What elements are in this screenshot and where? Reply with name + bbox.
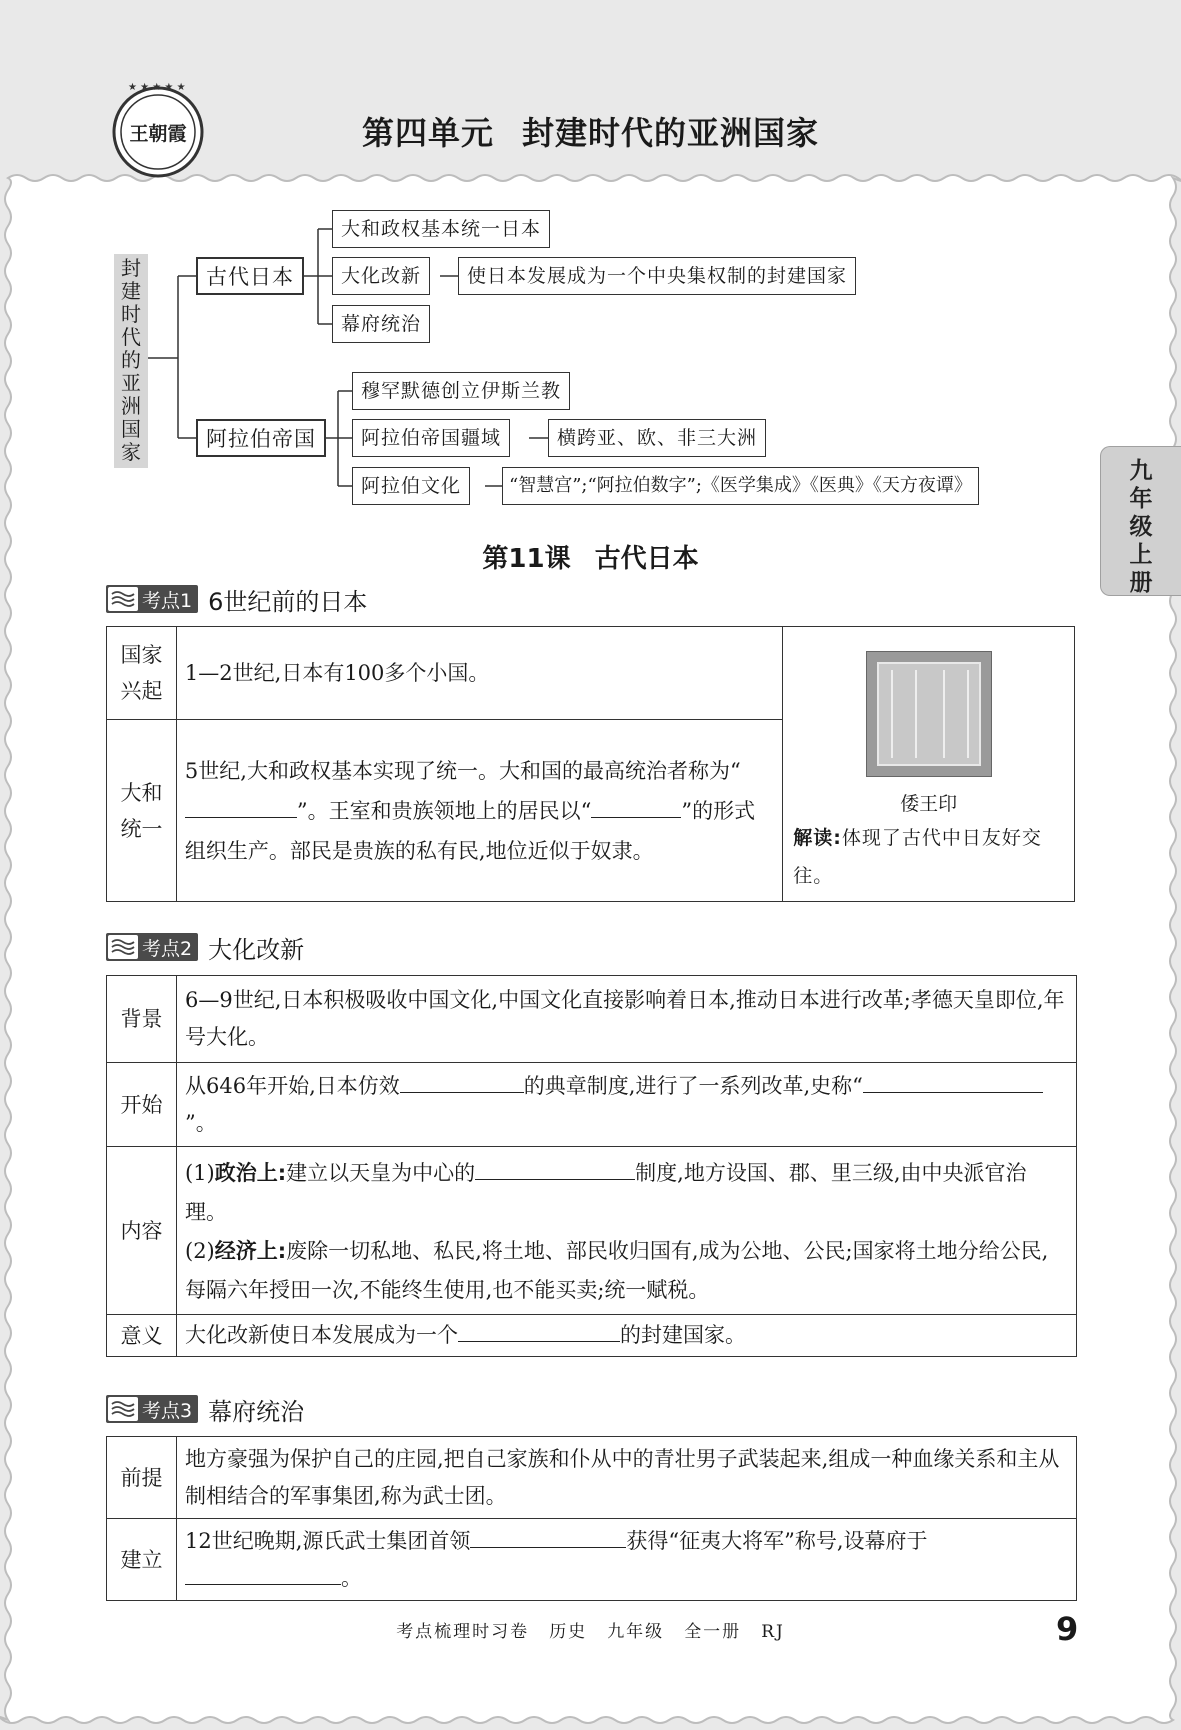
unit-label: 第四单元 <box>361 114 494 152</box>
kd2-meaning-part1: 大化改新使日本发展成为一个 <box>185 1323 458 1347</box>
lesson-name: 古代日本 <box>594 544 699 574</box>
kd2-c1-label: 政治上: <box>214 1160 287 1185</box>
kd2-badge <box>106 933 198 961</box>
kd3-est-part3: 。 <box>341 1565 362 1590</box>
kd2-c1-prefix: (1) <box>185 1160 215 1185</box>
mindmap-item-culture: 阿拉伯文化 <box>352 467 470 505</box>
kd3-text-premise: 地方豪强为保护自己的庄园,把自己家族和仆从中的青壮男子武装起来,组成一种血缘关系和主从制相结合的军事集团,称为武士团。 <box>177 1437 1077 1519</box>
kd1-badge <box>106 585 198 613</box>
kd2-text-meaning <box>177 1315 1077 1357</box>
seal-note <box>793 819 1064 895</box>
page-footer <box>0 1617 1181 1642</box>
kd2-c2-label: 经济上: <box>214 1238 287 1263</box>
kd3-head-establish: 建立 <box>107 1519 177 1601</box>
answer-blank[interactable] <box>475 1156 635 1180</box>
footer-edition: RJ <box>761 1622 785 1642</box>
kd2-table <box>106 975 1077 1357</box>
kd3-est-part1: 12世纪晚期,源氏武士集团首领 <box>185 1528 471 1553</box>
kd2-start-part1: 从646年开始,日本仿效 <box>185 1073 400 1098</box>
seal-note-label: 解读: <box>793 827 842 849</box>
kd2-text-background: 6—9世纪,日本积极吸收中国文化,中国文化直接影响着日本,推动日本进行改革;孝德天皇即位,年号大化。 <box>177 976 1077 1063</box>
mindmap-item-shogunate: 幕府统治 <box>332 305 430 343</box>
kd2-c1-part1: 建立以天皇为中心的 <box>286 1160 476 1185</box>
kd2-c1-part2: 制度,地方设国、郡、里三级,由中央派官治理。 <box>185 1160 1027 1224</box>
mindmap-branch-arab: 阿拉伯帝国 <box>196 419 326 457</box>
kd3-est-part2: 获得“征夷大将军”称号,设幕府于 <box>626 1528 928 1553</box>
kd3-badge <box>106 1395 198 1423</box>
kd2-meaning-part2: 的封建国家。 <box>620 1323 746 1347</box>
kd1-header <box>106 584 367 614</box>
kd3-header <box>106 1394 304 1424</box>
kd1-head-unify: 大和统一 <box>107 720 177 902</box>
footer-series: 考点梳理时习卷 <box>396 1622 530 1642</box>
answer-blank[interactable] <box>470 1524 626 1548</box>
kd2-start-part3: ”。 <box>185 1110 217 1135</box>
kd1-unify-part3: ”的形式组织生产。部民是贵族的私有民,地位近似于奴隶。 <box>184 798 756 863</box>
kd1-seal-cell <box>783 627 1075 902</box>
side-tab-label: 九年级上册 <box>1129 458 1153 596</box>
table-row <box>107 1315 1077 1357</box>
table-row <box>107 1147 1077 1315</box>
seal-caption: 倭王印 <box>900 793 958 815</box>
kd1-text-unify <box>176 720 782 902</box>
wave-icon <box>108 1397 138 1421</box>
seal-image <box>866 651 992 777</box>
answer-blank[interactable] <box>185 794 297 818</box>
table-row <box>107 1437 1077 1519</box>
kd1-head-rise: 国家兴起 <box>107 627 177 720</box>
mindmap-detail-territory: 横跨亚、欧、非三大洲 <box>548 419 766 457</box>
kd1-unify-part1: 5世纪,大和政权基本实现了统一。大和国的最高统治者称为“ <box>184 758 741 783</box>
kd2-text-content <box>177 1147 1077 1315</box>
answer-blank[interactable] <box>400 1069 524 1093</box>
kd2-badge-label: 考点2 <box>142 937 193 960</box>
footer-grade: 九年级 <box>607 1622 665 1642</box>
kd3-table <box>106 1436 1077 1601</box>
kd2-head-start: 开始 <box>107 1063 177 1147</box>
kd2-content-political <box>185 1154 1068 1232</box>
seal-note-text: 体现了古代中日友好交往。 <box>793 827 1042 887</box>
mindmap-root-label: 封建时代的亚洲国家 <box>121 256 141 464</box>
kd2-head-content: 内容 <box>107 1147 177 1315</box>
table-row <box>107 1063 1077 1147</box>
footer-subject: 历史 <box>549 1622 588 1642</box>
mindmap-item-islam: 穆罕默德创立伊斯兰教 <box>352 372 570 410</box>
kd1-title: 6世纪前的日本 <box>208 587 368 616</box>
kd3-text-establish <box>177 1519 1077 1601</box>
kd1-text-rise: 1—2世纪,日本有100多个小国。 <box>176 627 782 720</box>
mindmap-item-yamato: 大和政权基本统一日本 <box>332 210 550 248</box>
kd1-table <box>106 626 1075 902</box>
answer-blank[interactable] <box>949 1069 1043 1093</box>
lesson-label: 第11课 <box>482 544 571 574</box>
kd3-title: 幕府统治 <box>208 1397 305 1426</box>
answer-blank[interactable] <box>458 1318 620 1342</box>
svg-text:★ ★ ★ ★ ★: ★ ★ ★ ★ ★ <box>128 82 186 93</box>
mindmap-branch-japan: 古代日本 <box>196 257 304 295</box>
kd2-head-background: 背景 <box>107 976 177 1063</box>
wave-icon <box>108 935 138 959</box>
kd2-head-meaning: 意义 <box>107 1315 177 1357</box>
kd3-badge-label: 考点3 <box>142 1399 193 1422</box>
svg-text:王朝霞: 王朝霞 <box>129 123 187 145</box>
mindmap-root <box>114 254 148 468</box>
kd1-badge-label: 考点1 <box>142 589 193 612</box>
answer-blank[interactable] <box>863 1069 949 1093</box>
table-row <box>107 1519 1077 1601</box>
kd2-text-start <box>177 1063 1077 1147</box>
lesson-title <box>0 538 1181 575</box>
mindmap-detail-taika: 使日本发展成为一个中央集权制的封建国家 <box>458 257 856 295</box>
kd2-c2-text: 废除一切私地、私民,将土地、部民收归国有,成为公地、公民;国家将土地分给公民,每隔六年授田一次,不能终生使用,也不能买卖;统一赋税。 <box>185 1238 1049 1302</box>
mindmap-detail-culture: “智慧宫”;“阿拉伯数字”;《医学集成》《医典》《天方夜谭》 <box>502 467 979 505</box>
kd2-c2-prefix: (2) <box>185 1238 215 1263</box>
kd2-header <box>106 932 304 962</box>
kd1-unify-part2: ”。王室和贵族领地上的居民以“ <box>296 798 592 823</box>
kd3-head-premise: 前提 <box>107 1437 177 1519</box>
answer-blank[interactable] <box>185 1561 341 1585</box>
mindmap-item-taika: 大化改新 <box>332 257 430 295</box>
kd2-title: 大化改新 <box>208 935 305 964</box>
table-row <box>107 976 1077 1063</box>
kd2-content-economic <box>185 1232 1068 1310</box>
answer-blank[interactable] <box>591 794 629 818</box>
page-number: 9 <box>1056 1610 1079 1648</box>
footer-volume: 全一册 <box>684 1622 742 1642</box>
wave-icon <box>108 587 138 611</box>
mindmap-item-territory: 阿拉伯帝国疆域 <box>352 419 510 457</box>
kd2-start-part2: 的典章制度,进行了一系列改革,史称“ <box>523 1073 863 1098</box>
unit-name: 封建时代的亚洲国家 <box>522 114 820 152</box>
table-row <box>107 627 1075 720</box>
answer-blank[interactable] <box>629 794 681 818</box>
